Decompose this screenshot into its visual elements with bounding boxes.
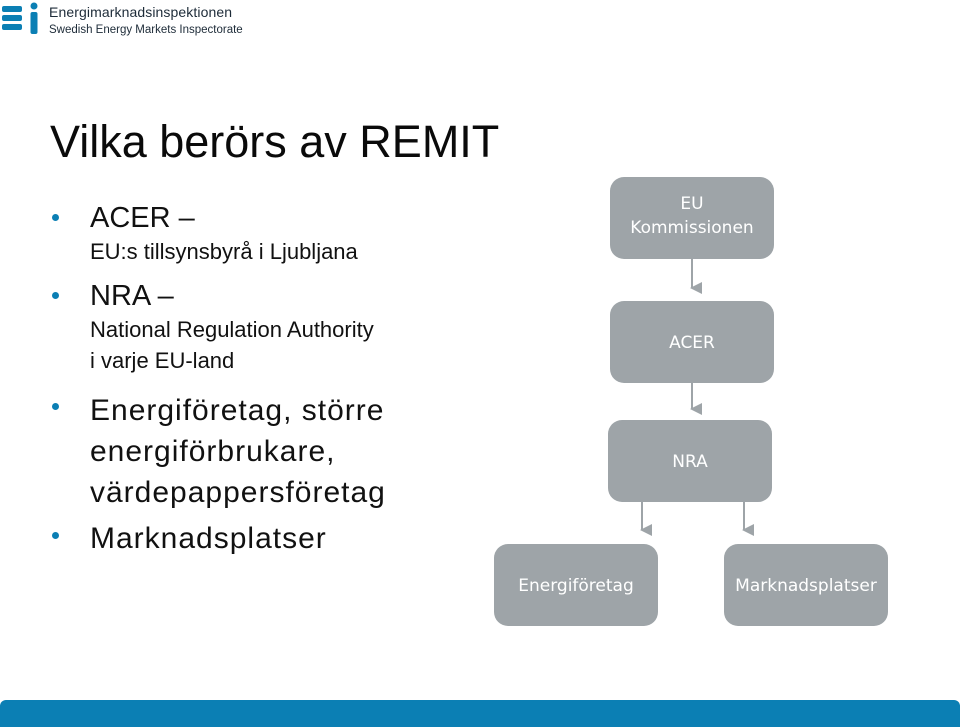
bullet-subtext: National Regulation Authority [90, 317, 374, 342]
bullet-line: Energiföretag, större [90, 394, 385, 427]
node-nra [608, 420, 772, 502]
bullet-heading: NRA – [90, 280, 174, 312]
bullet-subtext: i varje EU-land [90, 348, 235, 373]
node-label: ACER [669, 333, 715, 353]
node-label: EU [680, 194, 704, 214]
org-name-english: Swedish Energy Markets Inspectorate [49, 24, 243, 36]
bullet-line: Marknadsplatser [90, 522, 327, 555]
node-label: Kommissionen [630, 218, 754, 238]
slide-title: Vilka berörs av REMIT [50, 116, 500, 167]
node-acer [610, 301, 774, 383]
node-energiforetag [494, 544, 658, 626]
bullet-line: värdepappersföretag [90, 476, 386, 509]
bullet-line: energiförbrukare, [90, 435, 336, 468]
node-label: Marknadsplatser [735, 576, 877, 596]
bullet-subtext: EU:s tillsynsbyrå i Ljubljana [90, 239, 358, 264]
bullet-heading: ACER – [90, 202, 195, 234]
node-label: NRA [672, 452, 708, 472]
node-marknadsplatser [724, 544, 888, 626]
footer-bar [0, 700, 960, 727]
node-label: Energiföretag [518, 576, 634, 596]
node-eu-kommissionen [610, 177, 774, 259]
org-name: Energimarknadsinspektionen [49, 4, 233, 20]
